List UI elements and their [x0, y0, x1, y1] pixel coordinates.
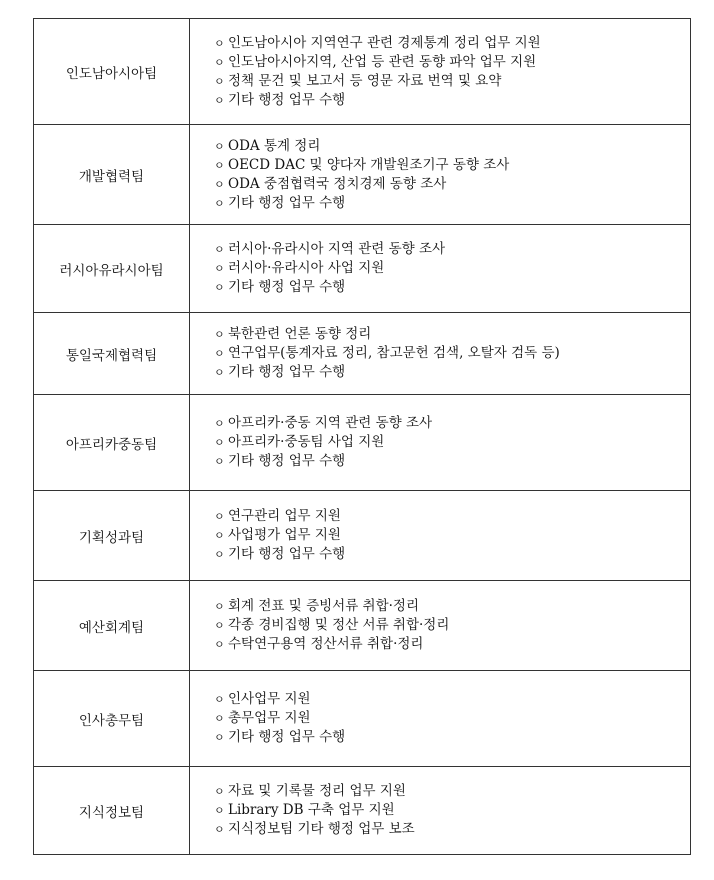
bullet-marker: ㅇ	[214, 366, 225, 379]
task-item	[214, 363, 690, 382]
bullet-marker: ㅇ	[214, 436, 225, 449]
task-text: 정책 문건 및 보고서 등 영문 자료 번역 및 요약	[228, 72, 502, 89]
task-item	[214, 278, 690, 297]
task-text: 각종 경비집행 및 정산 서류 취합·정리	[228, 617, 450, 633]
task-item	[214, 690, 690, 709]
task-item	[214, 616, 690, 635]
task-item	[214, 709, 690, 728]
bullet-marker: ㅇ	[214, 548, 225, 561]
task-item	[214, 175, 690, 194]
bullet-marker: ㅇ	[214, 600, 225, 613]
team-name: 인도남아시아팀	[34, 19, 190, 125]
team-row	[34, 491, 691, 581]
team-row	[34, 313, 691, 395]
bullet-marker: ㅇ	[214, 619, 225, 632]
task-text: 연구관리 업무 지원	[228, 508, 341, 524]
team-tasks	[190, 581, 691, 671]
task-list	[214, 597, 690, 654]
bullet-marker: ㅇ	[214, 243, 225, 256]
bullet-marker: ㅇ	[214, 93, 225, 107]
task-text: 인도남아시아 지역연구 관련 경제통계 정리 업무 지원	[228, 34, 541, 51]
team-tasks	[190, 313, 691, 395]
task-text: 인사업무 지원	[228, 691, 311, 707]
bullet-marker: ㅇ	[214, 712, 225, 725]
bullet-marker: ㅇ	[214, 281, 225, 294]
team-row	[34, 395, 691, 491]
bullet-marker: ㅇ	[214, 804, 225, 817]
task-text: 기타 행정 업무 수행	[228, 546, 346, 562]
team-name: 러시아유라시아팀	[34, 225, 190, 313]
task-text: 수탁연구용역 정산서류 취합·정리	[228, 636, 424, 652]
task-text: ODA 통계 정리	[228, 137, 321, 154]
task-item	[214, 53, 690, 72]
bullet-marker: ㅇ	[214, 55, 225, 69]
task-item	[214, 91, 690, 110]
task-item	[214, 526, 690, 545]
task-item	[214, 194, 690, 213]
task-item	[214, 259, 690, 278]
task-item	[214, 728, 690, 747]
team-name: 예산회계팀	[34, 581, 190, 671]
task-item	[214, 34, 690, 53]
task-list	[214, 137, 690, 213]
task-item	[214, 507, 690, 526]
task-text: Library DB 구축 업무 지원	[228, 802, 395, 818]
team-row	[34, 767, 691, 855]
team-tasks	[190, 491, 691, 581]
team-row	[34, 19, 691, 125]
task-list	[214, 414, 690, 471]
task-item	[214, 414, 690, 433]
task-text: 북한관련 언론 동향 정리	[228, 326, 372, 342]
bullet-marker: ㅇ	[214, 510, 225, 523]
task-item	[214, 801, 690, 820]
bullet-marker: ㅇ	[214, 36, 225, 50]
task-list	[214, 690, 690, 747]
bullet-marker: ㅇ	[214, 177, 225, 191]
team-tasks	[190, 395, 691, 491]
task-text: 연구업무(통계자료 정리, 참고문헌 검색, 오탈자 검독 등)	[228, 345, 560, 361]
bullet-marker: ㅇ	[214, 158, 225, 172]
bullet-marker: ㅇ	[214, 74, 225, 88]
table-body	[34, 19, 691, 855]
task-text: 기타 행정 업무 수행	[228, 364, 346, 380]
bullet-marker: ㅇ	[214, 638, 225, 651]
team-name: 아프리카중동팀	[34, 395, 190, 491]
task-item	[214, 452, 690, 471]
task-text: 기타 행정 업무 수행	[228, 279, 346, 295]
team-row	[34, 671, 691, 767]
bullet-marker: ㅇ	[214, 196, 225, 210]
task-text: 인도남아시아지역, 산업 등 관련 동향 파악 업무 지원	[228, 53, 537, 70]
task-list	[214, 240, 690, 297]
task-text: ODA 중점협력국 정치경제 동향 조사	[228, 175, 447, 192]
task-item	[214, 137, 690, 156]
team-tasks	[190, 767, 691, 855]
task-text: 기타 행정 업무 수행	[228, 91, 346, 108]
task-text: 자료 및 기록물 정리 업무 지원	[228, 783, 406, 799]
task-list	[214, 325, 690, 382]
task-text: 아프리카·중동팀 사업 지원	[228, 434, 385, 450]
bullet-marker: ㅇ	[214, 328, 225, 341]
team-name: 지식정보팀	[34, 767, 190, 855]
bullet-marker: ㅇ	[214, 731, 225, 744]
task-text: 러시아·유라시아 사업 지원	[228, 260, 385, 276]
team-row	[34, 125, 691, 225]
task-text: 아프리카·중동 지역 관련 동향 조사	[228, 415, 433, 431]
team-task-table	[33, 18, 691, 855]
task-item	[214, 240, 690, 259]
team-name: 기획성과팀	[34, 491, 190, 581]
task-item	[214, 635, 690, 654]
bullet-marker: ㅇ	[214, 823, 225, 836]
task-text: 기타 행정 업무 수행	[228, 729, 346, 745]
team-tasks	[190, 125, 691, 225]
bullet-marker: ㅇ	[214, 693, 225, 706]
task-item	[214, 156, 690, 175]
task-item	[214, 782, 690, 801]
task-item	[214, 325, 690, 344]
task-text: 러시아·유라시아 지역 관련 동향 조사	[228, 241, 446, 257]
task-item	[214, 820, 690, 839]
team-name: 통일국제협력팀	[34, 313, 190, 395]
team-row	[34, 225, 691, 313]
task-list	[214, 34, 690, 110]
team-name: 인사총무팀	[34, 671, 190, 767]
team-name: 개발협력팀	[34, 125, 190, 225]
task-text: 회계 전표 및 증빙서류 취합·정리	[228, 598, 419, 614]
task-item	[214, 597, 690, 616]
bullet-marker: ㅇ	[214, 529, 225, 542]
bullet-marker: ㅇ	[214, 417, 225, 430]
bullet-marker: ㅇ	[214, 139, 225, 153]
task-item	[214, 72, 690, 91]
task-text: OECD DAC 및 양다자 개발원조기구 동향 조사	[228, 156, 510, 173]
team-tasks	[190, 225, 691, 313]
task-item	[214, 433, 690, 452]
bullet-marker: ㅇ	[214, 262, 225, 275]
bullet-marker: ㅇ	[214, 347, 225, 360]
task-text: 기타 행정 업무 수행	[228, 453, 346, 469]
task-text: 총무업무 지원	[228, 710, 311, 726]
task-list	[214, 782, 690, 839]
task-text: 지식정보팀 기타 행정 업무 보조	[228, 821, 415, 837]
task-list	[214, 507, 690, 564]
task-text: 기타 행정 업무 수행	[228, 194, 346, 211]
bullet-marker: ㅇ	[214, 455, 225, 468]
team-tasks	[190, 19, 691, 125]
task-item	[214, 344, 690, 363]
task-text: 사업평가 업무 지원	[228, 527, 341, 543]
team-tasks	[190, 671, 691, 767]
bullet-marker: ㅇ	[214, 785, 225, 798]
team-row	[34, 581, 691, 671]
task-item	[214, 545, 690, 564]
